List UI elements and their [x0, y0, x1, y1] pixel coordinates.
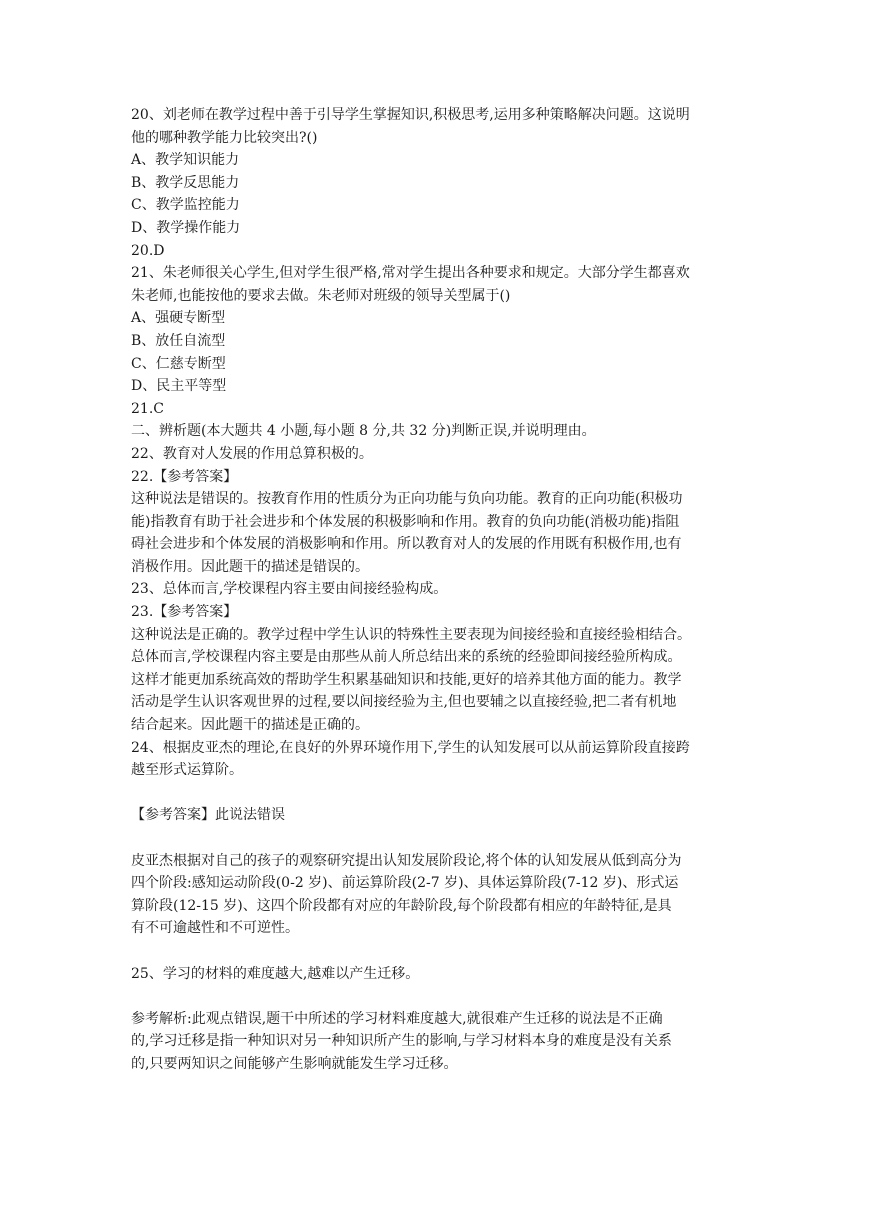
text-line: 21.C — [131, 400, 164, 417]
text-line: 20.D — [131, 242, 165, 259]
text-block — [131, 466, 743, 489]
text-line: D、教学操作能力 — [131, 219, 241, 236]
text-line: 四个阶段:感知运动阶段(0-2 岁)、前运算阶段(2-7 岁)、具体运算阶段(7-12 岁)、形式运 — [131, 875, 679, 892]
text-line: 结合起来。因此题干的描述是正确的。 — [131, 717, 369, 734]
text-block — [131, 194, 743, 217]
text-block — [131, 963, 743, 986]
text-line: 这种说法是正确的。教学过程中学生认识的特殊性主要表现为间接经验和直接经验相结合。 — [131, 626, 691, 643]
text-block — [131, 262, 743, 307]
text-block — [131, 578, 743, 601]
text-line: 23、总体而言,学校课程内容主要由间接经验构成。 — [131, 581, 448, 598]
text-line: 皮亚杰根据对自己的孩子的观察研究提出认知发展阶段论,将个体的认知发展从低到高分为 — [131, 852, 682, 869]
text-line: 的,学习迁移是指一种知识对另一种知识所产生的影响,与学习材料本身的难度是没有关系 — [131, 1033, 672, 1050]
text-block — [131, 443, 743, 466]
text-block — [131, 330, 743, 353]
text-line: 越至形式运算阶。 — [131, 762, 243, 779]
text-line: 22.【参考答案】 — [131, 468, 238, 485]
paragraph-gap — [131, 985, 743, 1008]
document-page — [131, 104, 743, 1076]
text-line: 消极作用。因此题干的描述是错误的。 — [131, 558, 369, 575]
text-block — [131, 850, 743, 940]
text-line: 的,只要两知识之间能够产生影响就能发生学习迁移。 — [131, 1055, 458, 1072]
text-line: A、强硬专断型 — [131, 310, 226, 327]
text-line: 【参考答案】此说法错误 — [131, 807, 285, 824]
text-block — [131, 172, 743, 195]
text-line: 20、刘老师在教学过程中善于引导学生掌握知识,积极思考,运用多种策略解决问题。这说明 — [131, 107, 690, 123]
text-line: 算阶段(12-15 岁)、这四个阶段都有对应的年龄阶段,每个阶段都有相应的年龄特征,是具 — [131, 897, 672, 914]
text-line: C、仁慈专断型 — [131, 355, 226, 372]
text-block — [131, 601, 743, 624]
text-line: 22、教育对人发展的作用总算积极的。 — [131, 445, 373, 462]
text-block — [131, 1008, 743, 1076]
text-block — [131, 488, 743, 578]
text-line: 能)指教育有助于社会进步和个体发展的积极影响和作用。教育的负向功能(消极功能)指阻 — [131, 513, 680, 530]
text-line: 朱老师,也能按他的要求去做。朱老师对班级的领导关型属于() — [131, 287, 511, 304]
text-block — [131, 149, 743, 172]
text-block — [131, 375, 743, 398]
text-line: 这种说法是错误的。按教育作用的性质分为正向功能与负向功能。教育的正向功能(积极功 — [131, 491, 683, 508]
paragraph-gap — [131, 827, 743, 850]
text-block — [131, 737, 743, 782]
text-line: D、民主平等型 — [131, 378, 227, 395]
text-block — [131, 804, 743, 827]
text-line: 23.【参考答案】 — [131, 604, 238, 621]
text-line: B、放任自流型 — [131, 332, 226, 349]
text-block — [131, 624, 743, 737]
text-line: 这样才能更加系统高效的帮助学生积累基础知识和技能,更好的培养其他方面的能力。教学 — [131, 671, 682, 688]
text-block — [131, 104, 743, 149]
text-block — [131, 420, 743, 443]
text-line: 有不可逾越性和不可逆性。 — [131, 920, 299, 937]
text-block — [131, 398, 743, 421]
text-line: 二、辨析题(本大题共 4 小题,每小题 8 分,共 32 分)判断正误,并说明理由。 — [131, 423, 596, 440]
text-line: 活动是学生认识客观世界的过程,要以间接经验为主,但也要辅之以直接经验,把二者有机地 — [131, 694, 677, 711]
text-line: C、教学监控能力 — [131, 197, 240, 214]
text-line: 碍社会进步和个体发展的消极影响和作用。所以教育对人的发展的作用既有积极作用,也有 — [131, 536, 682, 553]
text-block — [131, 307, 743, 330]
paragraph-gap — [131, 782, 743, 805]
text-block — [131, 217, 743, 240]
paragraph-gap — [131, 940, 743, 963]
text-line: 24、根据皮亚杰的理论,在良好的外界环境作用下,学生的认知发展可以从前运算阶段直接跨 — [131, 739, 690, 756]
text-line: A、教学知识能力 — [131, 152, 240, 169]
text-line: 25、学习的材料的难度越大,越难以产生迁移。 — [131, 965, 420, 982]
text-line: 参考解析:此观点错误,题干中所述的学习材料难度越大,就很难产生迁移的说法是不正确 — [131, 1010, 663, 1027]
text-line: B、教学反思能力 — [131, 174, 240, 191]
text-block — [131, 240, 743, 263]
text-line: 21、朱老师很关心学生,但对学生很严格,常对学生提出各种要求和规定。大部分学生都喜欢 — [131, 265, 690, 282]
text-block — [131, 353, 743, 376]
text-line: 总体而言,学校课程内容主要是由那些从前人所总结出来的系统的经验即间接经验所构成。 — [131, 649, 682, 666]
text-line: 他的哪种教学能力比较突出?() — [131, 129, 318, 146]
